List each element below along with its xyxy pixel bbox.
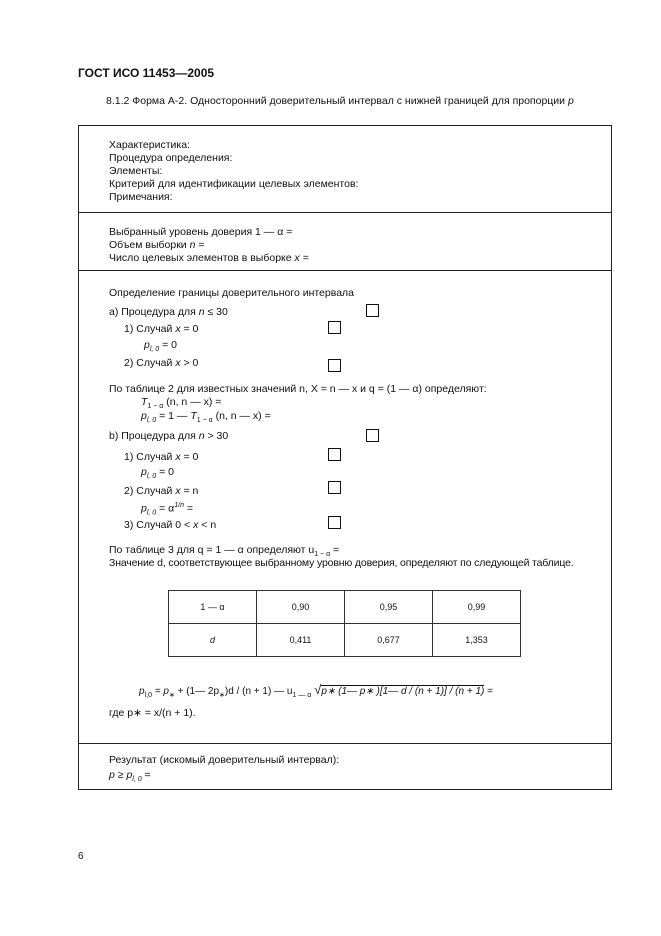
target-count-line: Число целевых элементов в выборке x = <box>109 252 309 264</box>
table-cell: 1,353 <box>433 624 521 657</box>
table-row <box>169 624 521 657</box>
p-lower-a2-line: $p_{l, 0} = 1$ — $T_{1 - \alpha}$ (n, n — x) = <box>141 410 271 425</box>
case-b2: 2) Случай x = n <box>124 485 199 497</box>
line-characteristic: Характеристика: <box>109 139 190 151</box>
table2-instruction: По таблице 2 для известных значений n, X = n — x и q = (1 — α) определяют: <box>109 383 487 395</box>
case-a1-result: $p_{l, 0} = 0$ <box>144 339 177 354</box>
line-criterion: Критерий для идентификации целевых элементов: <box>109 178 359 190</box>
result-line: $p \ge p_{l, 0}$ = <box>109 769 151 784</box>
table-cell: 0,677 <box>345 624 433 657</box>
table-row <box>169 591 521 624</box>
case-a2: 2) Случай x > 0 <box>124 357 199 369</box>
table-cell: 0,95 <box>345 591 433 624</box>
formula-where: где p∗ = x/(n + 1). <box>109 707 196 719</box>
case-b2-checkbox[interactable] <box>328 481 341 494</box>
table3-instruction: По таблице 3 для q = 1 — α определяют $u_{1 - \alpha}$ = <box>109 544 340 559</box>
case-b3-checkbox[interactable] <box>328 516 341 529</box>
table-cell: 0,411 <box>257 624 345 657</box>
sample-size-line: Объем выборки n = <box>109 239 205 251</box>
page-number: 6 <box>78 851 84 862</box>
case-b1: 1) Случай x = 0 <box>124 451 199 463</box>
procedure-a: a) Процедура для n ≤ 30 <box>109 306 228 318</box>
line-procedure: Процедура определения: <box>109 152 233 164</box>
formula: $p_{l,0} = p_∗$ + (1— $2p_∗)d / (n + 1)$ — $u_{1 — \alpha}$ √p∗ (1— p∗ )[1— d / (n + 1)] / (n + 1) = <box>139 682 493 699</box>
form-section-interval <box>78 270 612 744</box>
table-cell: 1 — α <box>169 591 257 624</box>
form-section-result <box>78 743 612 790</box>
procedure-b: b) Процедура для n > 30 <box>109 430 229 442</box>
case-a1-checkbox[interactable] <box>328 321 341 334</box>
case-b1-result: $p_{l, 0} = 0$ <box>141 466 174 481</box>
d-instruction: Значение d, соответствующее выбранному уровню доверия, определяют по следующей таблице. <box>109 557 574 569</box>
line-notes: Примечания: <box>109 191 173 203</box>
table-cell: 0,99 <box>433 591 521 624</box>
case-a2-checkbox[interactable] <box>328 359 341 372</box>
confidence-level-line: Выбранный уровень доверия 1 — α = <box>109 226 293 238</box>
formula-radicand: p∗ (1— p∗ )[1— d / (n + 1)] / (n + 1) <box>321 686 485 697</box>
document-header: ГОСТ ИСО 11453—2005 <box>78 66 215 80</box>
interval-title: Определение границы доверительного интервала <box>109 287 355 299</box>
line-elements: Элементы: <box>109 165 163 177</box>
procedure-a-checkbox[interactable] <box>366 304 379 317</box>
form-section-parameters <box>78 212 612 271</box>
case-b3: 3) Случай 0 < x < n <box>124 519 217 531</box>
case-b2-result: $p_{l, 0} = \alpha^{1/n}$ = <box>141 502 194 517</box>
d-values-table <box>168 590 521 657</box>
form-intro: 8.1.2 Форма А-2. Односторонний доверительный интервал с нижней границей для пропорции p <box>106 95 574 107</box>
sqrt-symbol: √ <box>314 682 322 697</box>
result-label: Результат (искомый доверительный интервал): <box>109 754 340 766</box>
form-section-characteristics <box>78 125 612 213</box>
case-b1-checkbox[interactable] <box>328 448 341 461</box>
table-cell: 0,90 <box>257 591 345 624</box>
procedure-b-checkbox[interactable] <box>366 429 379 442</box>
case-a1: 1) Случай x = 0 <box>124 323 199 335</box>
table-cell: d <box>169 624 257 657</box>
t-value-line: $T_{1 - \alpha}$ (n, n — x) = <box>141 396 222 411</box>
